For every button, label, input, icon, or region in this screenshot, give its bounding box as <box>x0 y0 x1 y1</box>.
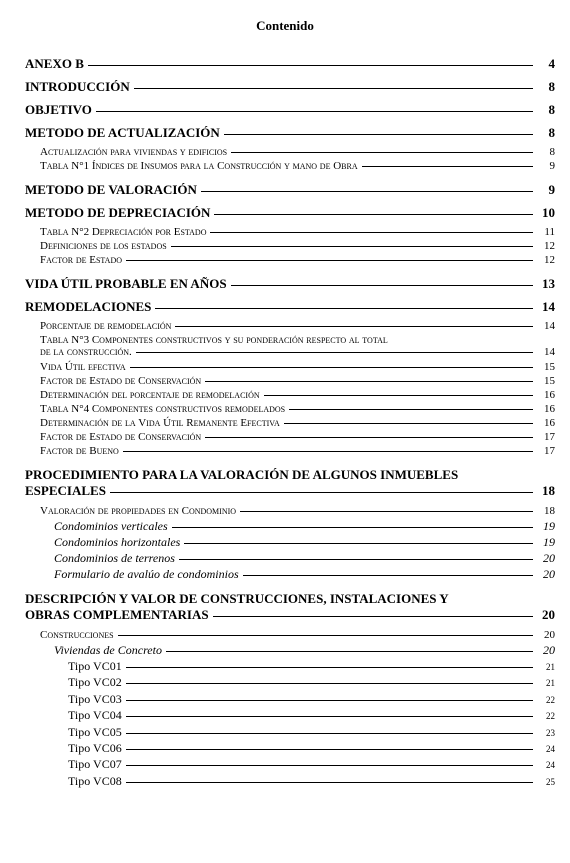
toc-entry-title: Tabla N°1 Índices de Insumos para la Construcción y mano de Obra <box>40 160 358 172</box>
toc-leader-line <box>130 367 533 368</box>
toc-entry[interactable] <box>0 659 570 674</box>
toc-leader-line <box>126 782 533 783</box>
toc-page-number: 18 <box>542 483 555 498</box>
toc-entry-title: OBJETIVO <box>25 102 92 117</box>
toc-entry-title: METODO DE DEPRECIACIÓN <box>25 205 211 220</box>
toc-leader-line <box>166 651 533 652</box>
toc-entry[interactable] <box>0 692 570 707</box>
toc-heading: Contenido <box>256 18 314 33</box>
toc-entry-title: Determinación de la Vida Útil Remanente Efectiva <box>40 417 280 429</box>
toc-page-number: 24 <box>546 760 555 771</box>
toc-leader-line <box>172 527 533 528</box>
toc-page-number: 14 <box>544 320 555 332</box>
toc-entry-title: Factor de Estado <box>40 254 122 266</box>
toc-entry-title-line1: Tabla N°3 Componentes constructivos y su ponderación respecto al total <box>40 334 388 346</box>
toc-leader-line <box>284 423 533 424</box>
toc-page-number: 15 <box>544 361 555 373</box>
toc-entry-title-line1: DESCRIPCIÓN Y VALOR DE CONSTRUCCIONES, INSTALACIONES Y <box>25 591 449 606</box>
toc-entry[interactable] <box>0 643 570 658</box>
toc-page-number: 20 <box>544 629 555 641</box>
toc-leader-line <box>118 635 533 636</box>
toc-entry-title: Vida Útil efectiva <box>40 361 126 373</box>
toc-entry[interactable] <box>0 205 570 221</box>
toc-leader-line <box>96 111 533 112</box>
toc-entry[interactable] <box>0 591 570 623</box>
toc-leader-line <box>126 749 533 750</box>
toc-entry[interactable] <box>0 102 570 118</box>
toc-page-number: 19 <box>543 519 555 533</box>
toc-entry-title-line2: de la construcción. <box>40 346 132 358</box>
toc-entry-title: Tabla N°4 Componentes constructivos remodelados <box>40 403 286 415</box>
toc-entry[interactable] <box>0 403 570 415</box>
toc-entry-title: VIDA ÚTIL PROBABLE EN AÑOS <box>25 276 227 291</box>
toc-page-number: 8 <box>549 146 555 158</box>
toc-entry-title: Tipo VC01 <box>68 659 122 673</box>
toc-leader-line <box>110 492 533 493</box>
toc-page-number: 15 <box>544 375 555 387</box>
toc-page-number: 20 <box>543 643 555 657</box>
toc-entry-title: Definiciones de los estados <box>40 240 167 252</box>
toc-entry[interactable] <box>0 519 570 534</box>
toc-entry[interactable] <box>0 254 570 266</box>
toc-leader-line <box>201 191 533 192</box>
toc-entry-title: Determinación del porcentaje de remodelación <box>40 389 260 401</box>
toc-page-number: 18 <box>544 505 555 517</box>
toc-entry-title: Tipo VC07 <box>68 757 122 772</box>
toc-leader-line <box>243 575 533 576</box>
toc-leader-line <box>179 559 533 560</box>
toc-page-number: 10 <box>542 205 555 220</box>
toc-page-number: 20 <box>543 567 555 581</box>
toc-entry[interactable] <box>0 320 570 332</box>
toc-leader-line <box>134 88 533 89</box>
toc-page-number: 9 <box>549 160 555 172</box>
toc-entry-title-line2: OBRAS COMPLEMENTARIAS <box>25 607 209 622</box>
toc-entry-title: Condominios verticales <box>54 519 168 533</box>
toc-page-number: 8 <box>548 125 555 140</box>
toc-entry[interactable] <box>0 708 570 723</box>
toc-leader-line <box>126 765 533 766</box>
toc-entry[interactable] <box>0 757 570 772</box>
toc-page-number: 12 <box>544 240 555 252</box>
toc-entry[interactable] <box>0 226 570 238</box>
toc-entry[interactable] <box>0 535 570 550</box>
toc-entry-title: Actualización para viviendas y edificios <box>40 146 228 158</box>
toc-page-number: 16 <box>544 403 555 415</box>
toc-page-number: 21 <box>546 662 555 672</box>
toc-leader-line <box>184 543 533 544</box>
toc-entry[interactable] <box>0 445 570 457</box>
toc-entry[interactable] <box>0 741 570 756</box>
toc-page-number: 22 <box>546 711 555 722</box>
toc-page-number: 19 <box>543 535 555 549</box>
toc-page-number: 17 <box>544 445 555 457</box>
toc-leader-line <box>362 166 533 167</box>
toc-entry[interactable] <box>0 725 570 740</box>
toc-leader-line <box>231 152 533 153</box>
toc-leader-line <box>240 511 533 512</box>
toc-entry[interactable] <box>0 505 570 517</box>
toc-page-number: 12 <box>544 254 555 266</box>
toc-page-number: 16 <box>544 417 555 429</box>
toc-entry[interactable] <box>0 675 570 690</box>
toc-entry-title: Porcentaje de remodelación <box>40 320 172 332</box>
toc-page-number: 11 <box>544 226 555 238</box>
toc-entry-title: Tabla N°2 Depreciación por Estado <box>40 226 207 238</box>
toc-entry[interactable] <box>0 334 570 358</box>
toc-entry[interactable] <box>0 56 570 72</box>
toc-entry[interactable] <box>0 431 570 443</box>
toc-leader-line <box>205 437 533 438</box>
toc-leader-line <box>126 733 533 734</box>
toc-page-number: 8 <box>548 79 555 94</box>
toc-page-number: 22 <box>546 694 555 705</box>
toc-page-number: 24 <box>546 744 555 754</box>
toc-entry-title: Construcciones <box>40 629 114 641</box>
toc-entry[interactable] <box>0 79 570 95</box>
toc-entry-title: Tipo VC04 <box>68 708 122 723</box>
toc-entry-title: Formulario de avalúo de condominios <box>54 567 239 581</box>
toc-page-number: 21 <box>546 678 555 689</box>
toc-leader-line <box>88 65 533 66</box>
toc-leader-line <box>231 285 533 286</box>
toc-entry[interactable] <box>0 125 570 141</box>
toc-entry-title: Viviendas de Concreto <box>54 643 162 657</box>
toc-entry-title: Tipo VC05 <box>68 724 122 739</box>
toc-leader-line <box>155 308 533 309</box>
toc-entry-title: Tipo VC06 <box>68 741 122 755</box>
toc-page-number: 9 <box>548 182 555 197</box>
toc-entry-title: METODO DE VALORACIÓN <box>25 182 197 197</box>
toc-leader-line <box>224 134 533 135</box>
toc-entry[interactable] <box>0 361 570 373</box>
toc-leader-line <box>126 683 533 684</box>
toc-page-number: 23 <box>546 727 555 738</box>
toc-entry[interactable] <box>0 182 570 198</box>
toc-entry-title: Condominios horizontales <box>54 535 181 549</box>
toc-leader-line <box>205 381 533 382</box>
toc-entry[interactable] <box>0 567 570 582</box>
toc-page-number: 16 <box>544 389 555 401</box>
toc-entry-title: INTRODUCCIÓN <box>25 79 130 94</box>
toc-page-number: 4 <box>548 56 555 71</box>
toc-page-number: 14 <box>544 346 555 358</box>
toc-leader-line <box>126 700 533 701</box>
toc-leader-line <box>171 246 533 247</box>
toc-entry-title: Tipo VC08 <box>68 773 122 788</box>
toc-entry-title-line1: PROCEDIMIENTO PARA LA VALORACIÓN DE ALGUNOS INMUEBLES <box>25 467 459 482</box>
toc-entry[interactable] <box>0 774 570 789</box>
toc-entry[interactable] <box>0 389 570 401</box>
toc-entry[interactable] <box>0 629 570 641</box>
toc-leader-line <box>175 326 533 327</box>
toc-entry-title: ANEXO B <box>25 56 84 71</box>
toc-entry-title: Factor de Estado de Conservación <box>40 431 202 443</box>
toc-leader-line <box>210 232 533 233</box>
toc-entry-title: Tipo VC03 <box>68 691 122 706</box>
toc-entry-title-line2: ESPECIALES <box>25 483 106 498</box>
toc-leader-line <box>126 716 533 717</box>
toc-entry-title: Valoración de propiedades en Condominio <box>40 505 237 517</box>
toc-entry-title: Factor de Estado de Conservación <box>40 375 202 387</box>
toc-entry-title: METODO DE ACTUALIZACIÓN <box>25 125 220 140</box>
toc-entry[interactable] <box>0 160 570 172</box>
toc-page-number: 20 <box>542 607 555 622</box>
toc-leader-line <box>123 451 533 452</box>
toc-entry[interactable] <box>0 467 570 499</box>
toc-entry[interactable] <box>0 417 570 429</box>
toc-entry[interactable] <box>0 276 570 292</box>
toc-entry[interactable] <box>0 146 570 158</box>
toc-leader-line <box>214 214 533 215</box>
toc-page-number: 13 <box>542 276 555 291</box>
toc-leader-line <box>213 616 533 617</box>
toc-entry-title: REMODELACIONES <box>25 299 152 314</box>
toc-leader-line <box>264 395 533 396</box>
toc-entry[interactable] <box>0 551 570 566</box>
toc-page-number: 20 <box>543 551 555 565</box>
toc-leader-line <box>289 409 533 410</box>
toc-entry-title: Factor de Bueno <box>40 445 119 457</box>
toc-entry[interactable] <box>0 375 570 387</box>
toc-leader-line <box>136 352 533 353</box>
toc-entry-title: Condominios de terrenos <box>54 551 175 565</box>
toc-entry-title: Tipo VC02 <box>68 675 122 690</box>
toc-page-number: 17 <box>544 431 555 443</box>
toc-page-number: 8 <box>548 102 555 117</box>
toc-leader-line <box>126 260 533 261</box>
toc-leader-line <box>126 667 533 668</box>
toc-entry[interactable] <box>0 240 570 252</box>
toc-page-number: 25 <box>546 776 555 787</box>
toc-page-number: 14 <box>542 299 555 314</box>
toc-entry[interactable] <box>0 299 570 315</box>
